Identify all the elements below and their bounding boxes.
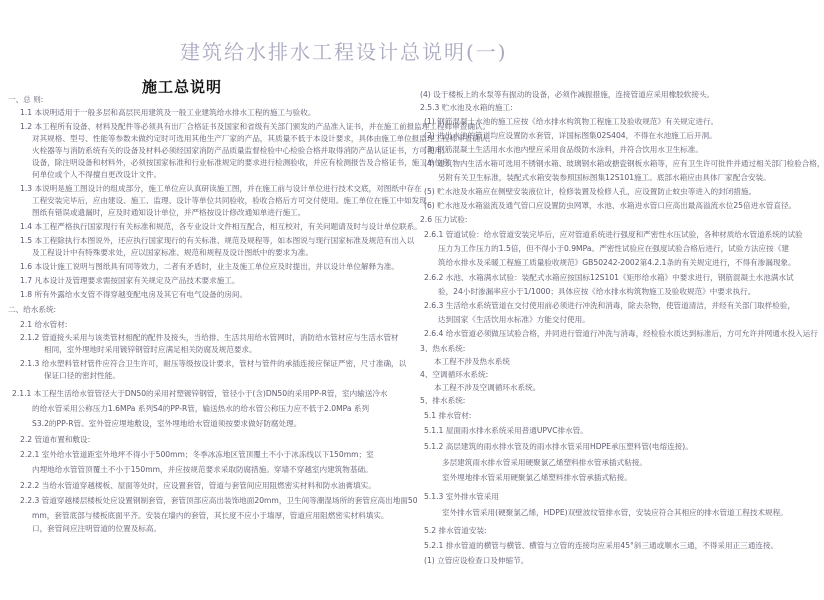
text-line: 的给水管采用公称压力1.6MPa 系列S4的PP-R管，输送热水的给水管公称压力应不低于2.0MPa 系列 (32, 404, 370, 413)
text-line: 2.5.3 贮水池及水箱的施工: (420, 103, 513, 112)
text-line: 4、空调循环水系统: (420, 370, 489, 379)
text-line: 2.1.3 给水塑料管材管件应符合卫生许可，耐压等级按设计要求，管材与管件的承插连接应保证严密，尺寸准确，以 (20, 359, 407, 368)
text-line: 2.2.3 管道穿越楼层楼板处应设置钢制套管，套管顶部应高出装饰地面20mm，卫生间等潮湿场所的套管应高出地面50 (20, 496, 418, 505)
text-line: (6) 贮水池及水箱溢流及通气管口应设置防虫网罩，水池、水箱进水管口应高出最高溢流水位25倍进水管直径。 (424, 201, 797, 210)
text-line: (4) 建筑物内生活水箱可选用不锈钢水箱、玻璃钢水箱或搪瓷钢板水箱等，应有卫生许可批件并通过相关部门检验合格， (424, 159, 824, 168)
text-line: (1) 钢筋混凝土水池的施工应按《给水排水构筑物工程施工及验收规范》有关规定进行。 (424, 117, 719, 126)
text-line: 2.2.1 室外给水管道距室外地坪不得小于500mm；冬季冰冻地区管顶覆土不小于冰冻线以下150mm；室 (20, 450, 374, 459)
text-line: 1.8 所有外露给水支管不得穿越变配电房及其它有电气设备的房间。 (20, 290, 248, 299)
text-line: 2.6.4 给水管道必须做压试验合格，并同进行管道行冲洗与消毒，经检验水质达到标准后，方可允许并网通水投入运行 (424, 329, 818, 338)
text-line: mm，套管底部与楼板底面平齐。安装在墙内的套管，其长度不应小于墙厚，管道应用阻燃密实材料填实。 (32, 511, 389, 520)
text-line: 2.2 管道布置和敷设: (20, 435, 91, 444)
text-line: 5、排水系统: (420, 396, 466, 405)
text-line: 及工程设计中有特殊要求处，应以国家标准、规范和规程及设计图纸中的要求为准。 (32, 248, 313, 257)
text-line: 1.4 本工程严格执行国家现行有关标准和规范，各专业设计文件相互配合，相互校对，有关问题请及时与设计单位联系。 (20, 222, 422, 231)
text-line: 1.1 本说明适用于一般多层和高层民用建筑及一般工业建筑给水排水工程的施工与验收。 (20, 108, 316, 117)
text-line: (4) 设于楼板上的水泵等有振动的设备，必须作减振措施，连接管道应采用橡胶软接头。 (420, 90, 715, 99)
text-line: 5.2.1 排水管道的横管与横管、横管与立管的连接均应采用45°斜三通或顺水三通，不得采用正三通连接。 (424, 541, 779, 550)
text-line: 设备，除注明设备和材料外，必须按国家标准和行业标准规定的要求进行检测验收，并应有检测报告及合格证书，施工单位应 (32, 158, 450, 167)
text-line: 压力为工作压力的1.5倍，但不得小于0.9MPa。严密性试验应在强度试验合格后进行，试验方法应按《建 (438, 244, 789, 253)
text-line: 2.1.1 本工程生活给水管管径大于DN50的采用衬塑镀锌钢管，管径小于(含)DN50的采用PP-R管，室内输送冷水 (12, 389, 388, 398)
text-line: 保证口径的密封性能。 (44, 371, 120, 380)
text-line: 2.6.2 水池、水箱满水试验：装配式水箱应按国标12S101《矩形给水箱》中要求进行，钢筋混凝土水池满水试 (424, 273, 794, 282)
text-line: 验，24小时渗漏率应小于1/1000；具体应按《给水排水构筑物施工及验收规范》中要求执行。 (438, 287, 756, 296)
section-title: 施工总说明 (142, 78, 223, 96)
text-line: 5.1.1 屋面雨水排水系统采用普通UPVC排水管。 (424, 426, 588, 435)
text-line: 图纸有错误或遗漏时，应及时通知设计单位，并严格按设计修改通知单进行施工。 (32, 208, 306, 217)
text-line: 5.1.2 高层建筑的雨水排水管及的雨水排水管采用HDPE承压塑料管(电熔连接)。 (424, 442, 693, 451)
text-line: 2.6.3 生活给水系统管道在交付使用前必须进行冲洗和消毒，除去杂物，使管道清洁，并经有关部门取样检验， (424, 301, 796, 310)
text-line: 2.1 给水管材: (20, 320, 68, 329)
text-line: 筑给水排水及采暖工程施工质量验收规范》GB50242-2002第4.2.1条的有关规定进行，不得有渗漏现象。 (438, 258, 796, 267)
text-line: 何单位或个人不得擅自更改设计文件。 (32, 170, 162, 179)
text-line: 5.1.3 室外排水管采用 (424, 492, 499, 501)
text-line: 1.7 凡本设计及管理要求需按国家有关规定及产品技术要求施工。 (20, 276, 240, 285)
text-line: (1) 立管应设检查口及伸缩节。 (424, 556, 529, 565)
text-line: 相同，室外埋地时采用镀锌钢管时应满足相关防腐及规范要求。 (44, 345, 257, 354)
text-line: 内埋地给水管管顶覆土不小于150mm，并应按规范要求采取防腐措施。穿墙不穿越室内建筑物基础。 (32, 465, 373, 474)
text-line: (5) 贮水池及水箱应在侧壁安装液位计，检修装置及检修人孔，应设置防止蚊虫等进入的封闭措施。 (424, 187, 757, 196)
text-line: 5.1 排水管材: (424, 411, 472, 420)
text-line: 达到国家《生活饮用水标准》方能交付使用。 (438, 315, 590, 324)
text-line: 二、给水系统: (8, 305, 57, 314)
text-line: 1.3 本说明是施工图设计的组成部分，施工单位应认真研读施工图，并在施工前与设计单位进行技术交底，对图纸中存在 (20, 184, 422, 193)
text-line: 2.6.1 管道试验：给水管道安装完毕后，应对管道系统进行强度和严密性水压试验，各种材质给水管道系统的试验 (424, 230, 803, 239)
text-line: 另附有关卫生标准，装配式水箱安装参照国标图集12S101施工。底部水箱应由具体厂家配合安装。 (438, 173, 771, 182)
text-line: 口，套管间应注明管道的位置及标高。 (32, 524, 162, 533)
text-line: 多层建筑雨水排水管采用硬聚氯乙烯塑料排水管承插式粘接。 (442, 458, 648, 467)
text-line: (2) 进出水池的管道均应设置防水套管，详国标图集02S404，不得在水池施工后开洞。 (424, 131, 717, 140)
text-line: 本工程不涉及空调循环水系统。 (434, 383, 541, 392)
text-line: 2.6 压力试验: (420, 215, 468, 224)
text-line: 2.2.2 当给水管道穿越楼板、屋面等处时，应设置套管，管道与套管间应用阻燃密实材料和防水油膏填实。 (20, 481, 376, 490)
text-line: 1.2 本工程所有设备、材料及配件等必须具有出厂合格证书及国家和省级有关部门颁发的产品准入证书，并在施工前报监理工程师审查确认。 (20, 122, 491, 131)
text-line: 室外排水管采用(硬聚氯乙烯，HDPE)双壁波纹管排水管，安装应符合其相应的排水管道工程技术规程。 (442, 508, 788, 517)
right-column (420, 89, 824, 600)
text-line: 5.2 排水管道安装: (424, 526, 487, 535)
document-title: 建筑给水排水工程设计总说明(一) (180, 40, 508, 64)
text-line: 对其规格、型号、性能等参数未做约定时可选用其他生产厂家的产品，其质量不低于本设计要求，具体由施工单位报监理工程师审查确认。 (32, 134, 496, 143)
text-line: 火栓器等与消防系统有关的设备及材料必须经国家消防产品质量监督检验中心检验合格并取得消防产品认证证书，方可使用。 (32, 146, 450, 155)
text-line: 室外埋地排水管采用硬聚氯乙烯塑料排水管承插式粘接。 (442, 473, 632, 482)
text-line: 1.5 本工程除执行本图说外，还应执行国家现行的有关标准、规范及规程等，如本图说与现行国家标准及规范有出入以 (20, 236, 415, 245)
text-line: 工程安装完毕后，应由建设、施工、监理、设计等单位共同验收，验收合格后方可交付使用。施工单位在施工中如发现 (32, 196, 427, 205)
text-line: 1.6 本设计施工说明与图纸具有同等效力，二者有矛盾时，业主及施工单位应及时提出，并以设计单位解释为准。 (20, 262, 399, 271)
text-line: (3) 钢筋混凝土生活用水水池内壁应采用食品级防水涂料，并符合饮用水卫生标准。 (424, 145, 703, 154)
text-line: 3、热水系统: (420, 344, 466, 353)
text-line: 2.1.2 管道接头采用与该类管材相配的配件及接头，当给排、生活共用给水管网时，消防给水管材应与生活水管材 (20, 333, 399, 342)
text-line: 本工程不涉及热水系统 (434, 357, 510, 366)
text-line: S3.2的PP-R管。室外管应埋地敷设，室外埋地给水管道须按要求做好防腐处理。 (32, 419, 302, 428)
text-line: 一、总 则: (8, 95, 44, 104)
